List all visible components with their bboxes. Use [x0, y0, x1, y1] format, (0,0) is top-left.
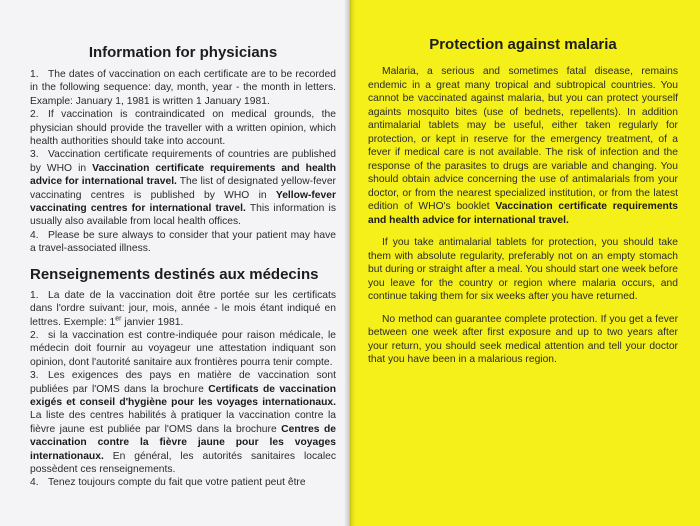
publication-title: Vaccination certificate requirements and health advice for international travel.	[30, 162, 336, 188]
fr-item-2: 2. si la vaccination est contre-indiquée pour raison médicale, le médecin doit fournir au voyageur une attestation indiquant son opinion, dont l'autorité sanitaire aux frontières pourra tenir compte.	[30, 329, 336, 368]
binding-fold	[344, 0, 356, 526]
publication-title: Centres de vaccination contre la fièvre jaune pour les voyages internationaux.	[30, 423, 336, 462]
publication-title: Certificats de vaccination exigés et conseil d'hygiène pour les voyages internationaux.	[30, 383, 336, 408]
publication-title: Yellow-fever vaccinating centres for international travel.	[30, 189, 336, 215]
malaria-paragraph-2: If you take antimalarial tablets for protection, you should take them with absolute regularity, preferably not on an empty stomach but during or straight after a meal. You should start one week before you leave for the country or region where malaria occurs, and continue taking them for six weeks after you have returned.	[368, 237, 678, 302]
en-item-1: 1. The dates of vaccination on each certificate are to be recorded in the following sequence: day, month, year - the month in letters. Example: January 1, 1981 is written 1 January 1981.	[30, 69, 336, 107]
malaria-paragraph-3: No method can guarantee complete protection. If you get a fever between one week after first exposure and up to two years after your return, you should seek medical attention and tell your doctor that you have been in a malarious region.	[368, 313, 678, 365]
fr-item-4: 4. Tenez toujours compte du fait que votre patient peut être	[30, 477, 306, 489]
en-item-2: 2. If vaccination is contraindicated on medical grounds, the physician should provide the traveller with a written opinion, which health authorities should take into account.	[30, 109, 336, 148]
en-item-3: 3. Vaccination certificate requirements of countries are published by WHO in Vaccination certificate requirements and health advice for international travel. The list of designated yellow-fever vaccinating centres is published by WHO in Yellow-fever vaccinating centres for international travel. This information is usually also available from local health offices.	[30, 149, 336, 228]
english-section-title: Information for physicians	[88, 44, 278, 61]
right-page	[350, 0, 700, 526]
fr-item-3: 3. Les exigences des pays en matière de vaccination sont publiées par l'OMS dans la brochure Certificats de vaccination exigés et conseil d'hygiène pour les voyages internationaux. La liste des centres habilités à pratiquer la vaccination contre la fièvre jaune est publiée par l'OMS dans la brochure Centres de vaccination contre la fièvre jaune pour les voyages internationaux. En général, les autorités sanitaires localec possèdent ces renseignements.	[30, 370, 336, 475]
malaria-section-title: Protection against malaria	[429, 36, 617, 53]
publication-title: Vaccination certificate requirements and health advice for international travel.	[368, 201, 678, 226]
en-item-4: 4. Please be sure always to consider that your patient may have a travel-associated illness.	[30, 229, 336, 255]
malaria-paragraph-1: Malaria, a serious and sometimes fatal disease, remains endemic in a great many tropical and subtropical countries. You cannot be vaccinated against malaria, but you can protect yourself againts mosquito bites (use of bednets, repellents). In addition antimalarial tablets may be useful, either taken regularly for protection, or kept in reserve for the emergency treatment, of a fever if medical care is not available. The risk of infection and the response of the parasites to drugs are variable and changing. You should obtain advice concerning the use of antimalarials from your doctor, or from the nearest specialized institution, or from the latest edition of WHO's booklet Vaccination certificate requirements and health advice for international travel.	[368, 66, 678, 226]
french-section-title: Renseignements destinés aux médecins	[30, 265, 319, 283]
fr-item-1: 1. La date de la vaccination doit être portée sur les certificats dans l'ordre suivant: jour, mois, année - le mois étant indiqué en lettres. Exemple: 1er janvier 1981.	[30, 289, 336, 328]
